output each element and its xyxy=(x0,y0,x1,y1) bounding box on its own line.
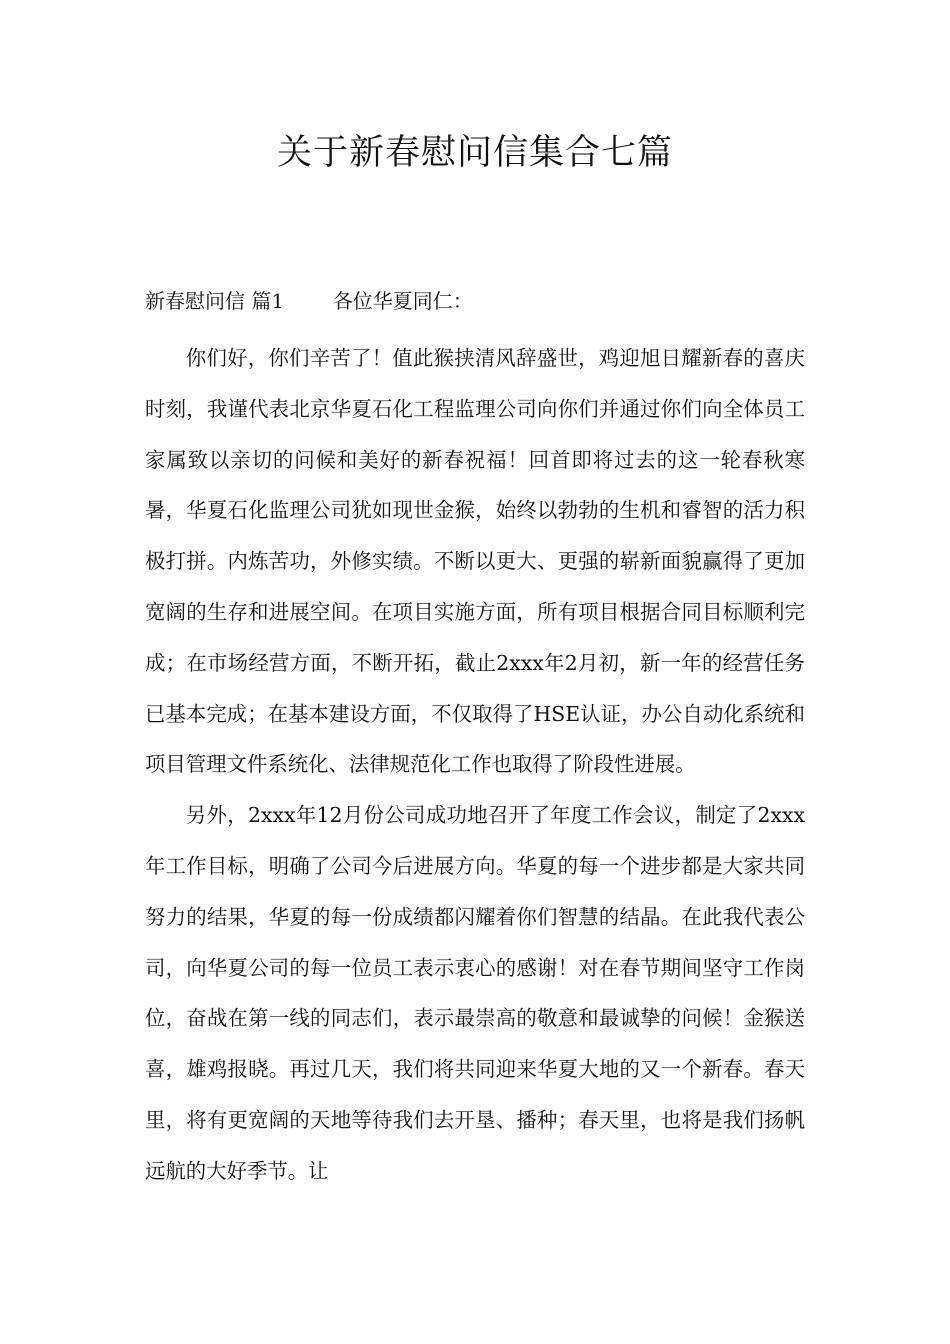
section-label: 新春慰问信 xyxy=(145,289,245,313)
section-number: 篇1 xyxy=(251,289,285,313)
section-heading xyxy=(145,283,473,319)
paragraph-1: 你们好，你们辛苦了！值此猴挟清风辞盛世，鸡迎旭日耀新春的喜庆时刻，我谨代表北京华夏石化工程监理公司向你们并通过你们向全体员工家属致以亲切的问候和美好的新春祝福！回首即将过去的这一轮春秋寒暑，华夏石化监理公司犹如现世金猴，始终以勃勃的生机和睿智的活力积极打拼。内炼苦功，外修实绩。不断以更大、更强的崭新面貌赢得了更加宽阔的生存和进展空间。在项目实施方面，所有项目根据合同目标顺利完成；在市场经营方面，不断开拓，截止2xxx年2月初，新一年的经营任务已基本完成；在基本建设方面，不仅取得了HSE认证，办公自动化系统和项目管理文件系统化、法律规范化工作也取得了阶段性进展。 xyxy=(145,346,805,777)
letter-body xyxy=(145,333,805,1197)
salutation: 各位华夏同仁： xyxy=(332,289,473,313)
paragraph-2: 另外，2xxx年12月份公司成功地召开了年度工作会议，制定了2xxx年工作目标，明确了公司今后进展方向。华夏的每一个进步都是大家共同努力的结果，华夏的每一份成绩都闪耀着你们智慧的结晶。在此我代表公司，向华夏公司的每一位员工表示衷心的感谢！对在春节期间坚守工作岗位，奋战在第一线的同志们，表示最崇高的敬意和最诚挚的问候！金猴送喜，雄鸡报晓。再过几天，我们将共同迎来华夏大地的又一个新春。春天里，将有更宽阔的天地等待我们去开垦、播种；春天里，也将是我们扬帆远航的大好季节。让 xyxy=(145,803,805,1183)
document-title: 关于新春慰问信集合七篇 xyxy=(276,133,673,173)
